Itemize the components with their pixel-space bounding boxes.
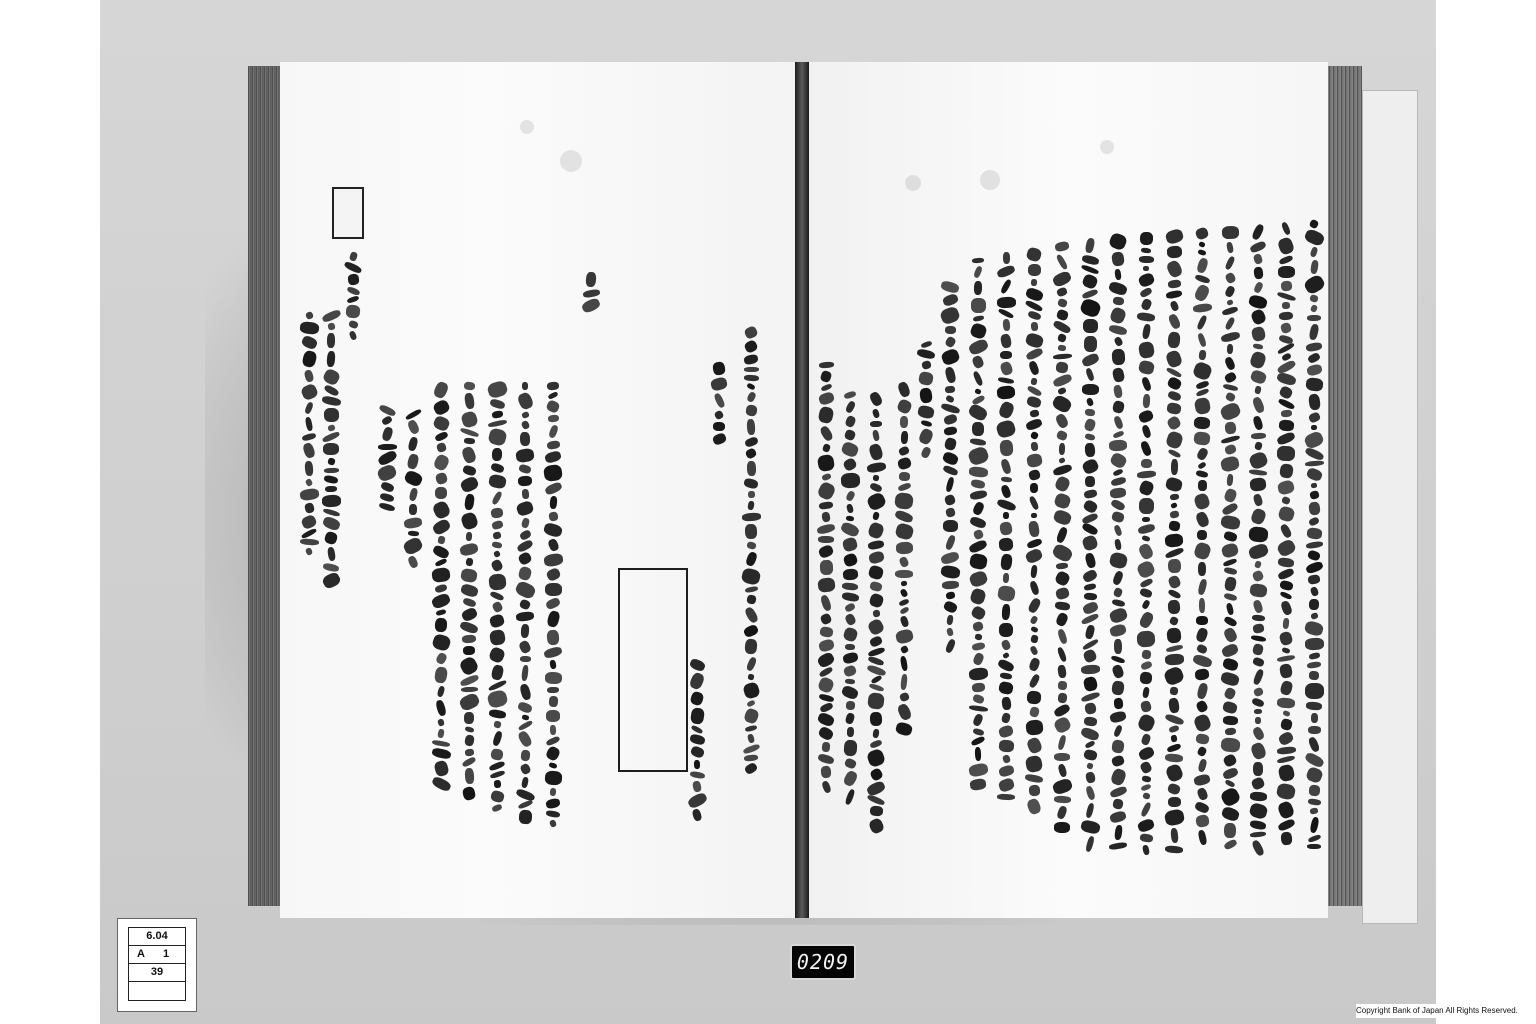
label-row-3: 39	[129, 964, 185, 982]
frame-number: 0209	[790, 944, 856, 980]
archive-label-card	[117, 918, 197, 1012]
right-text-column-1	[1303, 220, 1325, 860]
right-text-column-19	[815, 362, 837, 802]
right-text-column-11	[1023, 248, 1045, 818]
left-text-column-4	[580, 272, 602, 327]
ink-bleed-3	[905, 175, 921, 191]
left-text-column-12	[342, 252, 364, 347]
right-text-column-15	[915, 342, 937, 462]
label-grid	[128, 927, 186, 1001]
right-text-column-13	[967, 258, 989, 798]
right-text-column-16	[893, 382, 915, 742]
right-text-column-8	[1107, 234, 1129, 864]
right-text-column-6	[1163, 230, 1185, 870]
page-edges-right	[1328, 66, 1362, 906]
ink-bleed-4	[980, 170, 1000, 190]
book-gutter	[795, 62, 809, 918]
left-text-column-3	[686, 660, 708, 835]
book-back-cover	[1362, 90, 1418, 924]
right-text-column-9	[1079, 238, 1101, 858]
left-text-column-7	[486, 382, 508, 822]
copyright-notice: Copyright Bank of Japan All Rights Reserved.	[1356, 1004, 1536, 1018]
seal-stamp	[332, 187, 364, 239]
right-text-column-14	[939, 282, 961, 662]
label-row-2	[129, 946, 185, 964]
right-text-column-12	[995, 252, 1017, 812]
left-text-column-14	[298, 312, 320, 572]
right-text-column-3	[1247, 224, 1269, 859]
label-row-4	[129, 982, 185, 999]
label-row-1: 6.04	[129, 928, 185, 946]
right-text-column-4	[1219, 226, 1241, 856]
left-text-column-6	[514, 382, 536, 832]
ink-bleed-1	[560, 150, 582, 172]
left-text-column-8	[458, 382, 480, 812]
boxed-annotation	[618, 568, 688, 772]
label-row-2-a: A	[137, 948, 145, 960]
right-text-column-7	[1135, 232, 1157, 872]
left-text-column-2	[708, 362, 730, 452]
left-text-column-13	[320, 312, 342, 602]
left-text-column-11	[376, 407, 398, 527]
left-text-column-9	[430, 382, 452, 802]
right-text-column-17	[865, 392, 887, 842]
right-text-column-2	[1275, 222, 1297, 862]
ink-bleed-5	[1100, 140, 1114, 154]
right-page	[805, 62, 1328, 918]
left-text-column-10	[402, 412, 424, 572]
page-edges-left	[248, 66, 280, 906]
right-text-column-10	[1051, 242, 1073, 842]
left-text-column-1	[740, 327, 762, 787]
right-text-column-18	[839, 392, 861, 812]
label-row-2-b: 1	[163, 948, 170, 960]
right-text-column-5	[1191, 228, 1213, 848]
left-text-column-5	[542, 382, 564, 842]
ink-bleed-2	[520, 120, 534, 134]
